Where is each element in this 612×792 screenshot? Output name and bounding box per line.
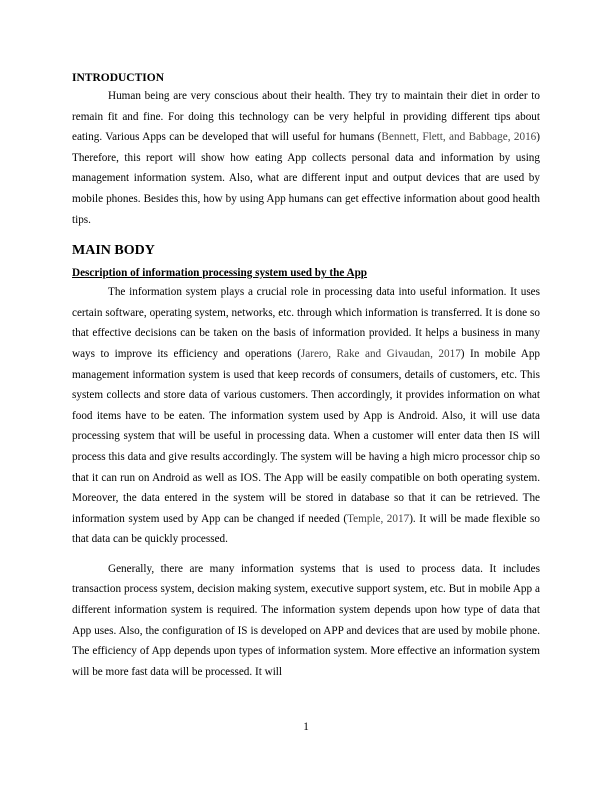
main-paragraph-2 xyxy=(72,559,540,683)
intro-citation: Bennett, Flett, and Babbage, 2016 xyxy=(381,131,537,144)
document-page xyxy=(72,70,540,682)
page-number: 1 xyxy=(303,721,309,733)
main-text-p3: Generally, there are many information systems that is used to process data. It includes transaction process system, decision making system, executive support system, etc. But in mobile App a different information system is required. The information system depends upon how type of data that App uses. Also, the configuration of IS is developed on APP and devices that are used by mobile phone. The efficiency of App depends upon types of information system. More effective an information system will be more fast data will be processed. It will xyxy=(72,562,540,678)
main-paragraph-1 xyxy=(72,282,540,550)
main-body-heading: MAIN BODY xyxy=(72,243,155,259)
main-text-c: ). It will be made flexible so that data can be quickly processed. xyxy=(72,512,540,546)
introduction-heading: INTRODUCTION xyxy=(72,72,165,84)
section-subheading: Description of information processing system used by the App xyxy=(72,267,368,280)
introduction-paragraph xyxy=(72,86,540,230)
main-text-a: The information system plays a crucial role in processing data into useful information. It uses certain software, operating system, networks, etc. through which information is transferred. It is done so that effective decisions can be taken on the basis of information provided. It helps a business in many ways to improve its efficiency and operations ( xyxy=(72,286,540,360)
main-citation-1: Jarero, Rake and Givaudan, 2017 xyxy=(300,347,461,360)
main-text-b: ) In mobile App management information system is used that keep records of consumers, details of customers, etc. This system collects and store data of various customers. Then accordingly, it provides information on what food items have to be eaten. The information system used by App is Android. Also, it will use data processing system that will be useful in processing data. When a customer will enter data then IS will process this data and give results accordingly. The system will be having a high micro processor chip so that it can run on Android as well as IOS. The App will be easily compatible on both operating system. Moreover, the data entered in the system will be stored in database so that it can be retrieved. The information system used by App can be changed if needed ( xyxy=(72,347,541,525)
main-citation-2: Temple, 2017 xyxy=(347,512,410,525)
intro-text-b: ) Therefore, this report will show how eating App collects personal data and information by using management information system. Also, what are different input and output devices that are used by mobile phones. Besides this, how by using App humans can get effective information about good health tips. xyxy=(72,131,540,226)
intro-text-a: Human being are very conscious about their health. They try to maintain their diet in order to remain fit and fine. For doing this technology can be very helpful in providing different tips about eating. Various Apps can be developed that will useful for humans ( xyxy=(72,90,540,144)
